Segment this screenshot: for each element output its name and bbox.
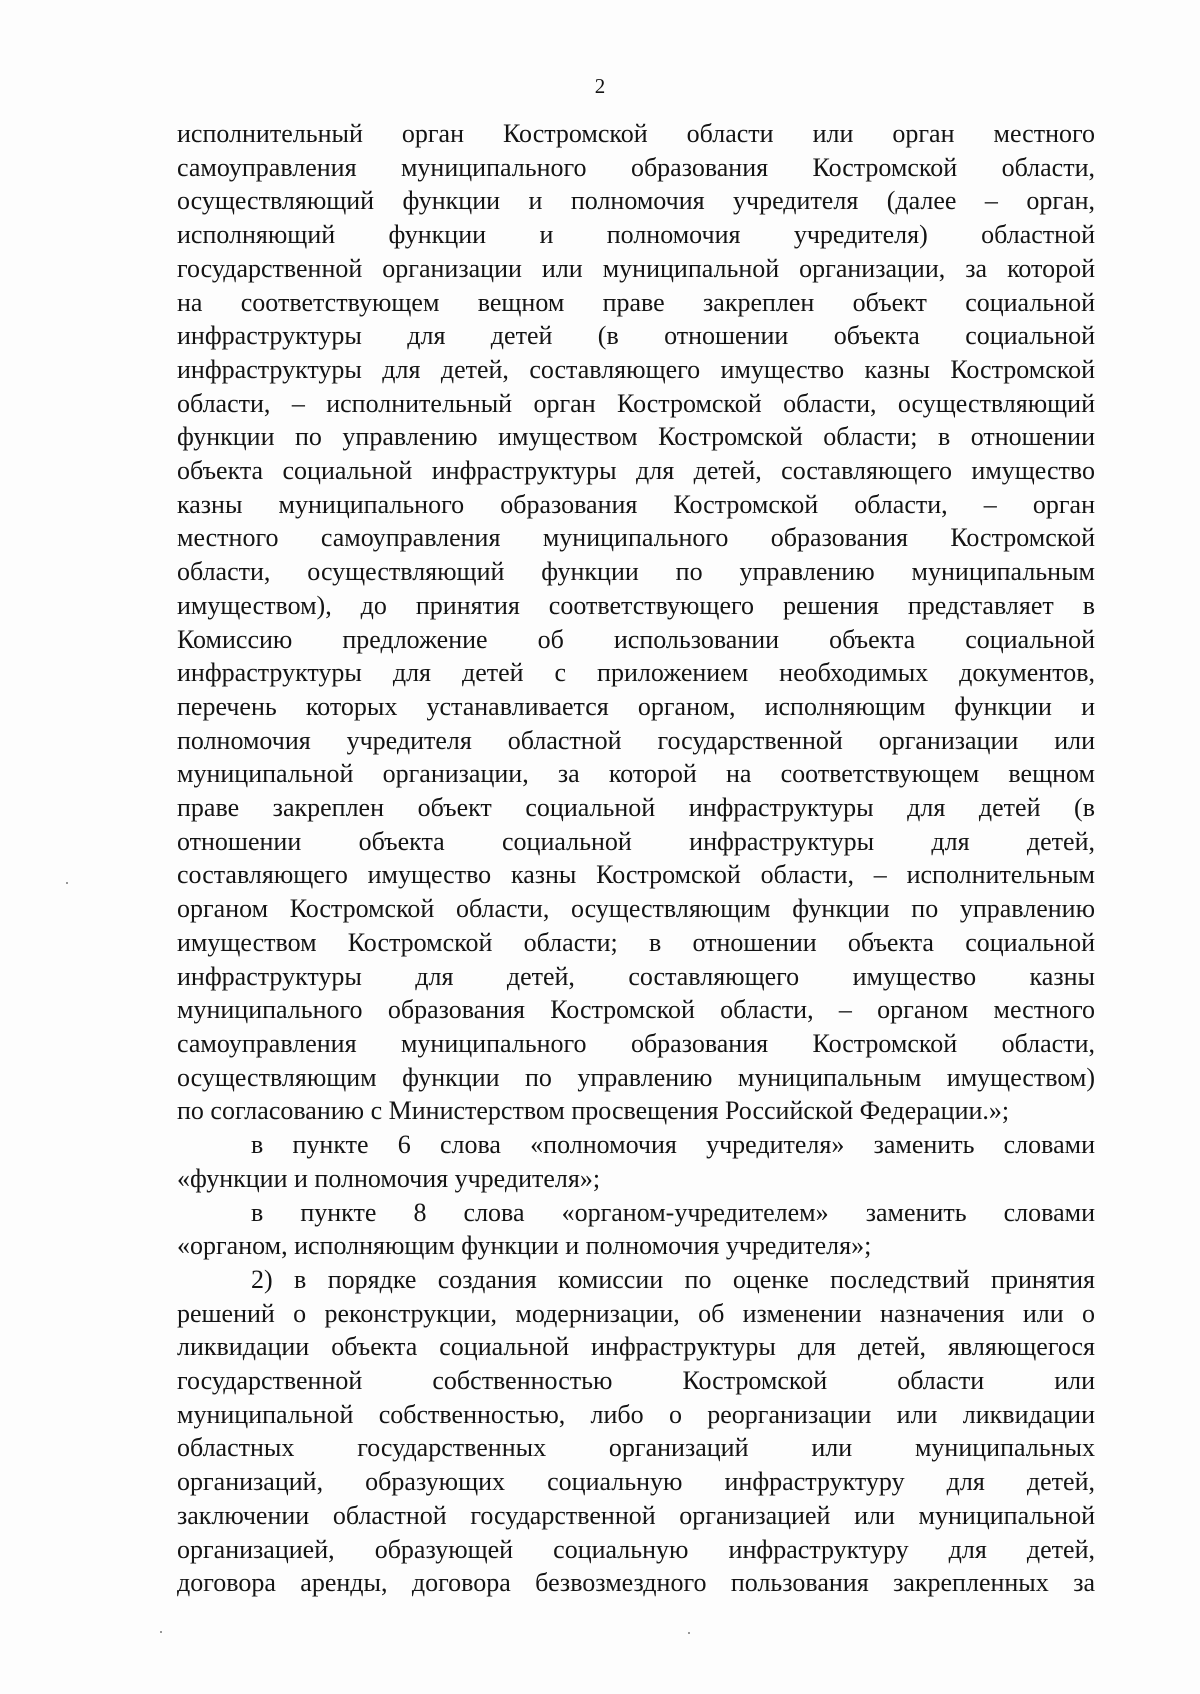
scan-speck (160, 1631, 162, 1633)
text-line: составляющего имущество казны Костромской области, – исполнительным (177, 860, 1095, 890)
text-line: в пункте 8 слова «органом-учредителем» заменить словами (251, 1197, 1095, 1227)
text-line: казны муниципального образования Костромской области, – орган (177, 489, 1095, 519)
text-line: инфраструктуры для детей (в отношении объекта социальной (177, 321, 1095, 351)
text-line: области, осуществляющий функции по управлению муниципальным (177, 557, 1095, 587)
text-line: 2) в порядке создания комиссии по оценке последствий принятия (251, 1264, 1095, 1294)
text-line: исполняющий функции и полномочия учредителя) областной (177, 220, 1095, 250)
text-line: имуществом Костромской области; в отношении объекта социальной (177, 927, 1095, 957)
text-line: инфраструктуры для детей, составляющего имущество казны (177, 961, 1095, 991)
text-line: инфраструктуры для детей с приложением необходимых документов, (177, 658, 1095, 688)
scan-speck (688, 1632, 690, 1634)
text-line: исполнительный орган Костромской области или орган местного (177, 119, 1095, 148)
text-line: муниципальной собственностью, либо о реорганизации или ликвидации (177, 1399, 1095, 1429)
text-line: по согласованию с Министерством просвещения Российской Федерации.»; (177, 1096, 1010, 1126)
text-line: праве закреплен объект социальной инфраструктуры для детей (в (177, 793, 1095, 823)
text-line: государственной организации или муниципальной организации, за которой (177, 253, 1095, 283)
text-line: муниципального образования Костромской области, – органом местного (177, 995, 1095, 1025)
text-line: на соответствующем вещном праве закреплен объект социальной (177, 287, 1095, 317)
text-line: решений о реконструкции, модернизации, об изменении назначения или о (177, 1298, 1095, 1328)
text-line: области, – исполнительный орган Костромской области, осуществляющий (177, 388, 1095, 418)
text-line: объекта социальной инфраструктуры для детей, составляющего имущество (177, 456, 1095, 486)
text-line: инфраструктуры для детей, составляющего имущество казны Костромской (177, 354, 1095, 384)
text-line: организацией, образующей социальную инфраструктуру для детей, (177, 1534, 1095, 1564)
text-line: осуществляющим функции по управлению муниципальным имуществом) (177, 1062, 1095, 1092)
text-line: организаций, образующих социальную инфраструктуру для детей, (177, 1467, 1095, 1497)
text-line: перечень которых устанавливается органом, исполняющим функции и (177, 691, 1095, 721)
text-line: в пункте 6 слова «полномочия учредителя» заменить словами (251, 1130, 1095, 1160)
text-line: органом Костромской области, осуществляющим функции по управлению (177, 894, 1095, 924)
page-number: 2 (594, 74, 606, 98)
text-line: заключении областной государственной организацией или муниципальной (177, 1500, 1095, 1530)
scan-speck (66, 882, 68, 884)
text-line: осуществляющий функции и полномочия учредителя (далее – орган, (177, 186, 1095, 216)
text-line: «органом, исполняющим функции и полномочия учредителя»; (177, 1231, 872, 1261)
text-line: полномочия учредителя областной государственной организации или (177, 725, 1095, 755)
body-text (177, 117, 1095, 1600)
text-line: функции по управлению имуществом Костромской области; в отношении (177, 422, 1095, 452)
text-line: самоуправления муниципального образования Костромской области, (177, 1028, 1095, 1058)
text-line: государственной собственностью Костромской области или (177, 1366, 1095, 1396)
text-line: областных государственных организаций или муниципальных (177, 1433, 1095, 1463)
text-line: имуществом), до принятия соответствующего решения представляет в (177, 590, 1095, 620)
text-line: ликвидации объекта социальной инфраструктуры для детей, являющегося (177, 1332, 1095, 1362)
text-line: отношении объекта социальной инфраструктуры для детей, (177, 826, 1095, 856)
text-line: Комиссию предложение об использовании объекта социальной (177, 624, 1095, 654)
text-line: местного самоуправления муниципального образования Костромской (177, 523, 1095, 553)
text-line: «функции и полномочия учредителя»; (177, 1163, 601, 1193)
text-line: договора аренды, договора безвозмездного пользования закрепленных за (177, 1568, 1095, 1598)
text-line: муниципальной организации, за которой на соответствующем вещном (177, 759, 1095, 789)
text-line: самоуправления муниципального образования Костромской области, (177, 152, 1095, 182)
